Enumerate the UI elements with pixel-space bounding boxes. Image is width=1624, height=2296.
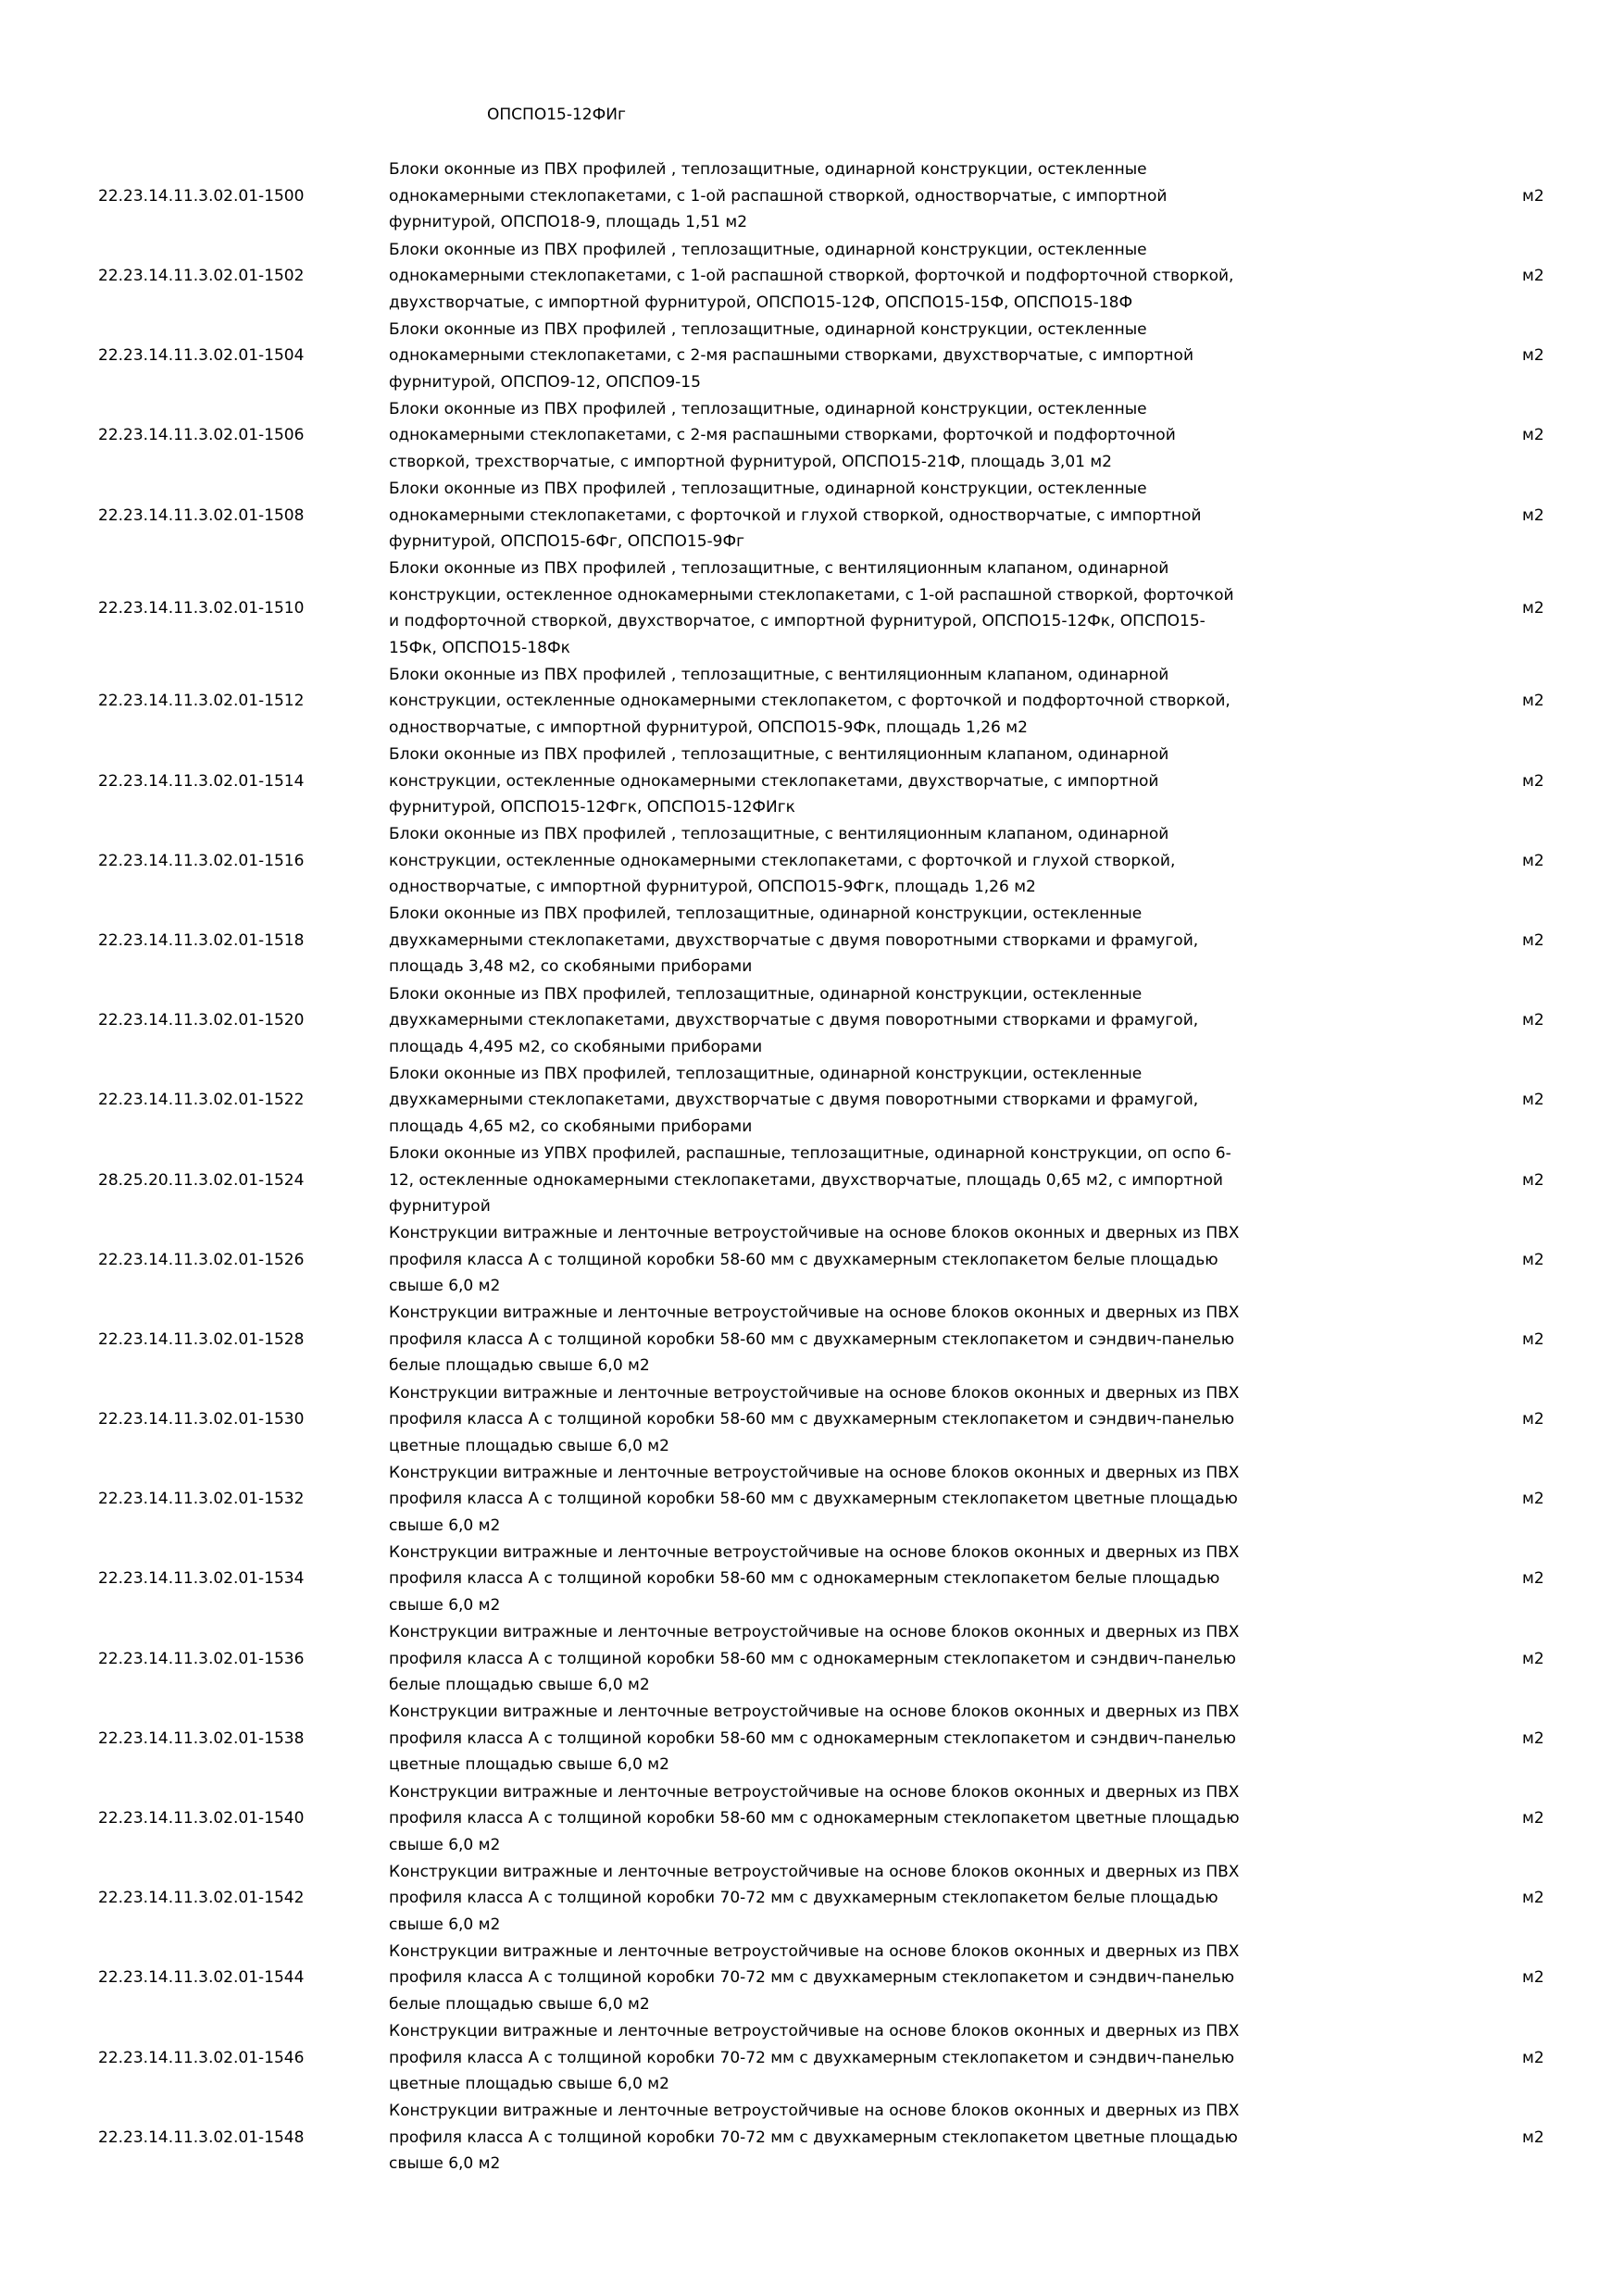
resource-description (389, 981, 1361, 1061)
resource-description (389, 1061, 1361, 1141)
description-line: белые площадью свыше 6,0 м2 (389, 1994, 650, 2014)
unit-of-measure: м2 (1522, 1809, 1544, 1828)
table-row (0, 1379, 1624, 1459)
description-line: конструкции, остекленное однокамерными стеклопакетами, с 1-ой распашной створкой, форточкой (389, 585, 1234, 605)
description-line: фурнитурой, ОПСПО15-6Фг, ОПСПО15-9Фг (389, 532, 745, 552)
unit-of-measure: м2 (1522, 1091, 1544, 1110)
resource-code: 22.23.14.11.3.02.01-1510 (98, 598, 305, 618)
resource-description (389, 1859, 1361, 1939)
resource-code: 22.23.14.11.3.02.01-1538 (98, 1728, 305, 1748)
resource-description (389, 1619, 1361, 1699)
description-line: Блоки оконные из ПВХ профилей , теплозащитные, одинарной конструкции, остекленные (389, 319, 1147, 339)
unit-of-measure: м2 (1522, 1011, 1544, 1030)
resource-code: 22.23.14.11.3.02.01-1536 (98, 1649, 305, 1668)
resource-code: 22.23.14.11.3.02.01-1534 (98, 1569, 305, 1589)
unit-of-measure: м2 (1522, 267, 1544, 286)
table-row (0, 1778, 1624, 1858)
description-line: фурнитурой (389, 1197, 491, 1216)
description-line: Конструкции витражные и ленточные ветроустойчивые на основе блоков оконных и дверных из ПВХ (389, 1383, 1240, 1403)
resource-description (389, 742, 1361, 821)
description-line: двухстворчатые, с импортной фурнитурой, ОПСПО15-12Ф, ОПСПО15-15Ф, ОПСПО15-18Ф (389, 293, 1133, 312)
description-line: свыше 6,0 м2 (389, 1277, 501, 1296)
resource-code: 22.23.14.11.3.02.01-1514 (98, 771, 305, 791)
table-row (0, 2098, 1624, 2177)
resource-code: 22.23.14.11.3.02.01-1548 (98, 2128, 305, 2147)
resource-code: 22.23.14.11.3.02.01-1542 (98, 1889, 305, 1908)
unit-of-measure: м2 (1522, 692, 1544, 711)
unit-of-measure: м2 (1522, 930, 1544, 950)
table-row (0, 236, 1624, 316)
resource-description (389, 476, 1361, 555)
resource-description (389, 555, 1361, 661)
unit-of-measure: м2 (1522, 1649, 1544, 1668)
description-line: белые площадью свыше 6,0 м2 (389, 1676, 650, 1695)
description-line: свыше 6,0 м2 (389, 1835, 501, 1854)
table-row (0, 555, 1624, 662)
resource-code: 22.23.14.11.3.02.01-1522 (98, 1091, 305, 1110)
table-row (0, 1300, 1624, 1379)
unit-of-measure: м2 (1522, 426, 1544, 445)
resource-code: 22.23.14.11.3.02.01-1520 (98, 1011, 305, 1030)
unit-of-measure: м2 (1522, 1569, 1544, 1589)
unit-of-measure: м2 (1522, 1968, 1544, 1988)
description-line: однокамерными стеклопакетами, с форточкой и глухой створкой, одностворчатые, с импортной (389, 505, 1202, 525)
description-line: Конструкции витражные и ленточные ветроустойчивые на основе блоков оконных и дверных из ПВХ (389, 1542, 1240, 1562)
unit-of-measure: м2 (1522, 851, 1544, 870)
resource-description (389, 396, 1361, 476)
unit-of-measure: м2 (1522, 1410, 1544, 1429)
table-row (0, 2018, 1624, 2098)
description-line: Конструкции витражные и ленточные ветроустойчивые на основе блоков оконных и дверных из ПВХ (389, 1463, 1240, 1482)
description-line: Конструкции витражные и ленточные ветроустойчивые на основе блоков оконных и дверных из ПВХ (389, 1304, 1240, 1323)
description-line: створкой, трехстворчатые, с импортной фурнитурой, ОПСПО15-21Ф, площадь 3,01 м2 (389, 452, 1112, 471)
resource-code: 22.23.14.11.3.02.01-1506 (98, 426, 305, 445)
description-line: фурнитурой, ОПСПО18-9, площадь 1,51 м2 (389, 213, 748, 232)
description-line: профиля класса А с толщиной коробки 58-60 мм с двухкамерным стеклопакетом и сэндвич-панелью (389, 1329, 1235, 1349)
description-line: Блоки оконные из ПВХ профилей , теплозащитные, одинарной конструкции, остекленные (389, 399, 1147, 418)
description-line: однокамерными стеклопакетами, с 1-ой распашной створкой, одностворчатые, с импортной (389, 186, 1168, 206)
description-line: Конструкции витражные и ленточные ветроустойчивые на основе блоков оконных и дверных из ПВХ (389, 1623, 1240, 1642)
description-line: Блоки оконные из ПВХ профилей , теплозащитные, одинарной конструкции, остекленные (389, 160, 1147, 180)
description-line: цветные площадью свыше 6,0 м2 (389, 1436, 669, 1455)
unit-of-measure: м2 (1522, 186, 1544, 206)
description-line: Конструкции витражные и ленточные ветроустойчивые на основе блоков оконных и дверных из ПВХ (389, 1862, 1240, 1881)
description-line: Конструкции витражные и ленточные ветроустойчивые на основе блоков оконных и дверных из ПВХ (389, 1941, 1240, 1961)
resource-code: 22.23.14.11.3.02.01-1516 (98, 851, 305, 870)
resource-code: 22.23.14.11.3.02.01-1528 (98, 1329, 305, 1349)
resource-code: 22.23.14.11.3.02.01-1518 (98, 930, 305, 950)
table-row (0, 1540, 1624, 1619)
resource-code: 22.23.14.11.3.02.01-1502 (98, 267, 305, 286)
table-row (0, 316, 1624, 395)
description-line: Блоки оконные из ПВХ профилей , теплозащитные, с вентиляционным клапаном, одинарной (389, 665, 1169, 684)
description-line: профиля класса А с толщиной коробки 58-60 мм с двухкамерным стеклопакетом белые площадью (389, 1250, 1218, 1269)
description-line: свыше 6,0 м2 (389, 2154, 501, 2174)
table-row (0, 1619, 1624, 1699)
description-line: Блоки оконные из ПВХ профилей , теплозащитные, с вентиляционным клапаном, одинарной (389, 825, 1169, 844)
description-line: Блоки оконные из ПВХ профилей, теплозащитные, одинарной конструкции, остекленные (389, 984, 1143, 1004)
continued-description-line: ОПСПО15-12ФИг (487, 106, 626, 124)
table-row (0, 1141, 1624, 1220)
unit-of-measure: м2 (1522, 505, 1544, 525)
resource-description (389, 317, 1361, 396)
resource-description (389, 662, 1361, 742)
table-row (0, 821, 1624, 901)
description-line: конструкции, остекленные однокамерными стеклопакетами, с форточкой и глухой створкой, (389, 851, 1176, 870)
description-line: Блоки оконные из ПВХ профилей , теплозащитные, одинарной конструкции, остекленные (389, 240, 1147, 259)
table-row (0, 1939, 1624, 2018)
resource-code: 22.23.14.11.3.02.01-1530 (98, 1410, 305, 1429)
description-line: профиля класса А с толщиной коробки 70-72 мм с двухкамерным стеклопакетом белые площадью (389, 1889, 1218, 1908)
table-row (0, 1858, 1624, 1938)
resource-code: 22.23.14.11.3.02.01-1512 (98, 692, 305, 711)
table-row (0, 980, 1624, 1060)
description-line: свыше 6,0 м2 (389, 1915, 501, 1934)
unit-of-measure: м2 (1522, 2128, 1544, 2147)
resource-code: 22.23.14.11.3.02.01-1540 (98, 1809, 305, 1828)
description-line: Блоки оконные из УПВХ профилей, распашные, теплозащитные, одинарной конструкции, оп оспо 6- (389, 1144, 1231, 1163)
description-line: свыше 6,0 м2 (389, 1516, 501, 1535)
description-line: Блоки оконные из ПВХ профилей , теплозащитные, с вентиляционным клапаном, одинарной (389, 745, 1169, 765)
description-line: и подфорточной створкой, двухстворчатое, с импортной фурнитурой, ОПСПО15-12Фк, ОПСПО15- (389, 612, 1206, 631)
unit-of-measure: м2 (1522, 1490, 1544, 1509)
description-line: площадь 4,495 м2, со скобяными приборами (389, 1037, 763, 1056)
description-line: двухкамерными стеклопакетами, двухстворчатые с двумя поворотными створками и фрамугой, (389, 1091, 1199, 1110)
resource-code: 22.23.14.11.3.02.01-1500 (98, 186, 305, 206)
resource-code: 22.23.14.11.3.02.01-1526 (98, 1250, 305, 1269)
description-line: фурнитурой, ОПСПО9-12, ОПСПО9-15 (389, 372, 701, 392)
description-line: профиля класса А с толщиной коробки 58-60 мм с однокамерным стеклопакетом белые площадью (389, 1569, 1220, 1589)
description-line: профиля класса А с толщиной коробки 58-60 мм с однокамерным стеклопакетом цветные площадью (389, 1809, 1240, 1828)
description-line: профиля класса А с толщиной коробки 70-72 мм с двухкамерным стеклопакетом и сэндвич-панелью (389, 1968, 1235, 1988)
description-line: 15Фк, ОПСПО15-18Фк (389, 638, 570, 657)
description-line: двухкамерными стеклопакетами, двухстворчатые с двумя поворотными створками и фрамугой, (389, 1011, 1199, 1030)
description-line: профиля класса А с толщиной коробки 70-72 мм с двухкамерным стеклопакетом и сэндвич-панелью (389, 2048, 1235, 2067)
description-line: площадь 3,48 м2, со скобяными приборами (389, 957, 753, 977)
resource-description (389, 1300, 1361, 1379)
unit-of-measure: м2 (1522, 771, 1544, 791)
description-line: однокамерными стеклопакетами, с 2-мя распашными створками, двухстворчатые, с импортной (389, 346, 1193, 366)
unit-of-measure: м2 (1522, 346, 1544, 366)
description-line: однокамерными стеклопакетами, с 2-мя распашными створками, форточкой и подфорточной (389, 426, 1176, 445)
description-line: площадь 4,65 м2, со скобяными приборами (389, 1117, 753, 1136)
table-row (0, 1459, 1624, 1539)
unit-of-measure: м2 (1522, 1170, 1544, 1190)
unit-of-measure: м2 (1522, 1329, 1544, 1349)
description-line: Конструкции витражные и ленточные ветроустойчивые на основе блоков оконных и дверных из ПВХ (389, 2102, 1240, 2121)
description-line: свыше 6,0 м2 (389, 1595, 501, 1615)
table-row (0, 1699, 1624, 1778)
table-row (0, 1220, 1624, 1300)
resource-code: 28.25.20.11.3.02.01-1524 (98, 1170, 305, 1190)
description-line: однокамерными стеклопакетами, с 1-ой распашной створкой, форточкой и подфорточной створкой, (389, 267, 1234, 286)
description-line: конструкции, остекленные однокамерными стеклопакетами, двухстворчатые, с импортной (389, 771, 1159, 791)
description-line: Конструкции витражные и ленточные ветроустойчивые на основе блоков оконных и дверных из ПВХ (389, 1782, 1240, 1802)
unit-of-measure: м2 (1522, 1250, 1544, 1269)
resource-description (389, 1939, 1361, 2018)
resource-description (389, 1699, 1361, 1778)
description-line: Блоки оконные из ПВХ профилей , теплозащитные, одинарной конструкции, остекленные (389, 480, 1147, 499)
unit-of-measure: м2 (1522, 598, 1544, 618)
price-table (0, 156, 1624, 2177)
resource-code: 22.23.14.11.3.02.01-1508 (98, 505, 305, 525)
table-row (0, 156, 1624, 236)
description-line: Конструкции витражные и ленточные ветроустойчивые на основе блоков оконных и дверных из ПВХ (389, 1224, 1240, 1243)
resource-description (389, 1460, 1361, 1540)
description-line: профиля класса А с толщиной коробки 58-60 мм с двухкамерным стеклопакетом и сэндвич-панелью (389, 1410, 1235, 1429)
description-line: Блоки оконные из ПВХ профилей, теплозащитные, одинарной конструкции, остекленные (389, 905, 1143, 924)
description-line: белые площадью свыше 6,0 м2 (389, 1356, 650, 1376)
description-line: Блоки оконные из ПВХ профилей, теплозащитные, одинарной конструкции, остекленные (389, 1064, 1143, 1083)
resource-description (389, 2018, 1361, 2098)
table-row (0, 476, 1624, 555)
description-line: одностворчатые, с импортной фурнитурой, ОПСПО15-9Фк, площадь 1,26 м2 (389, 718, 1028, 737)
resource-description (389, 821, 1361, 901)
description-line: профиля класса А с толщиной коробки 58-60 мм с двухкамерным стеклопакетом цветные площадью (389, 1490, 1238, 1509)
resource-code: 22.23.14.11.3.02.01-1532 (98, 1490, 305, 1509)
resource-description (389, 1220, 1361, 1300)
resource-description (389, 156, 1361, 236)
description-line: профиля класса А с толщиной коробки 58-60 мм с однокамерным стеклопакетом и сэндвич-панелью (389, 1649, 1236, 1668)
resource-description (389, 237, 1361, 317)
resource-code: 22.23.14.11.3.02.01-1546 (98, 2048, 305, 2067)
resource-description (389, 1540, 1361, 1619)
table-row (0, 662, 1624, 742)
table-row (0, 901, 1624, 980)
description-line: Конструкции витражные и ленточные ветроустойчивые на основе блоков оконных и дверных из ПВХ (389, 2022, 1240, 2041)
resource-description (389, 901, 1361, 980)
description-line: Конструкции витражные и ленточные ветроустойчивые на основе блоков оконных и дверных из ПВХ (389, 1703, 1240, 1722)
resource-description (389, 1779, 1361, 1859)
description-line: профиля класса А с толщиной коробки 58-60 мм с однокамерным стеклопакетом и сэндвич-панелью (389, 1728, 1236, 1748)
description-line: фурнитурой, ОПСПО15-12Фгк, ОПСПО15-12ФИгк (389, 798, 795, 817)
resource-description (389, 1380, 1361, 1460)
table-row (0, 742, 1624, 821)
description-line: цветные площадью свыше 6,0 м2 (389, 1755, 669, 1775)
description-line: двухкамерными стеклопакетами, двухстворчатые с двумя поворотными створками и фрамугой, (389, 930, 1199, 950)
unit-of-measure: м2 (1522, 2048, 1544, 2067)
description-line: одностворчатые, с импортной фурнитурой, ОПСПО15-9Фгк, площадь 1,26 м2 (389, 878, 1036, 897)
description-line: профиля класса А с толщиной коробки 70-72 мм с двухкамерным стеклопакетом цветные площадью (389, 2128, 1238, 2147)
resource-code: 22.23.14.11.3.02.01-1504 (98, 346, 305, 366)
description-line: Блоки оконные из ПВХ профилей , теплозащитные, с вентиляционным клапаном, одинарной (389, 559, 1169, 579)
description-line: цветные площадью свыше 6,0 м2 (389, 2075, 669, 2094)
description-line: конструкции, остекленные однокамерными стеклопакетом, с форточкой и подфорточной створкой, (389, 692, 1230, 711)
table-row (0, 1060, 1624, 1140)
table-row (0, 396, 1624, 476)
resource-code: 22.23.14.11.3.02.01-1544 (98, 1968, 305, 1988)
description-line: 12, остекленные однокамерными стеклопакетами, двухстворчатые, площадь 0,65 м2, с импортной (389, 1170, 1223, 1190)
unit-of-measure: м2 (1522, 1728, 1544, 1748)
resource-description (389, 1141, 1361, 1220)
resource-description (389, 2098, 1361, 2177)
unit-of-measure: м2 (1522, 1889, 1544, 1908)
